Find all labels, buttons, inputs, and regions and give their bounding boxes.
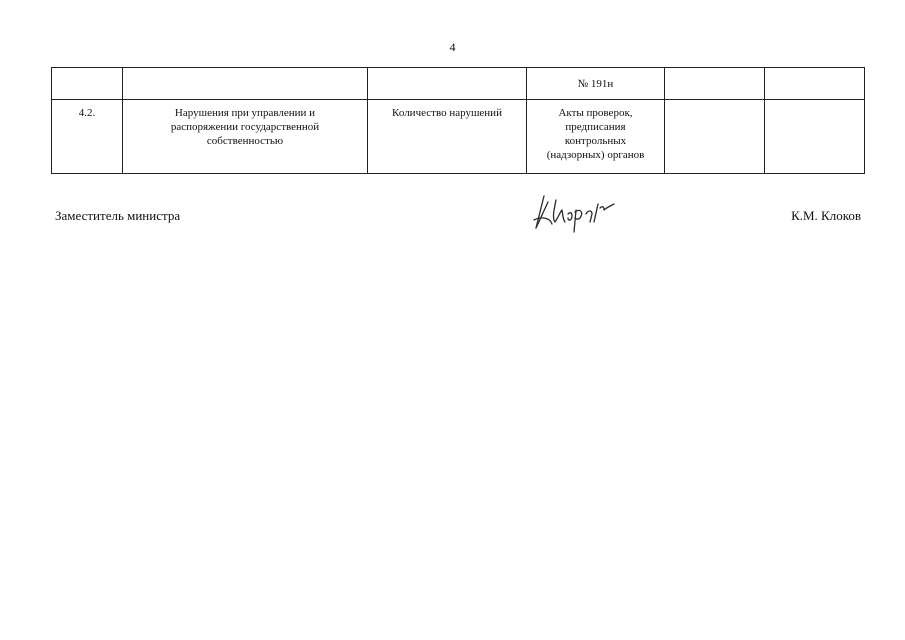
signatory-name: К.М. Клоков [791, 208, 861, 223]
indicator-cell: Количество нарушений [368, 100, 527, 174]
order-number-cell: № 191н [527, 68, 665, 100]
table-cell [52, 68, 123, 100]
page-number: 4 [449, 40, 456, 54]
table-cell [665, 100, 765, 174]
signatory-position: Заместитель министра [55, 208, 181, 223]
source-documents-line: предписания [565, 121, 626, 133]
handwritten-signature [528, 188, 638, 236]
violation-description-line: распоряжении государственной [170, 121, 320, 133]
table-row-header-continuation [52, 68, 865, 100]
source-documents-line: контрольных [564, 135, 627, 147]
table-cell [123, 68, 368, 100]
source-documents-line: (надзорных) органов [546, 149, 645, 161]
item-number-cell: 4.2. [52, 100, 123, 174]
violation-description-line: Нарушения при управлении и [174, 107, 316, 119]
table-row [52, 100, 865, 174]
table-cell [368, 68, 527, 100]
table-cell [765, 100, 865, 174]
source-documents-cell [527, 100, 665, 174]
source-documents-line: Акты проверок, [558, 107, 633, 119]
violation-description-cell [123, 100, 368, 174]
document-table [51, 67, 865, 174]
violation-description-line: собственностью [206, 135, 284, 147]
table-cell [665, 68, 765, 100]
table-cell [765, 68, 865, 100]
